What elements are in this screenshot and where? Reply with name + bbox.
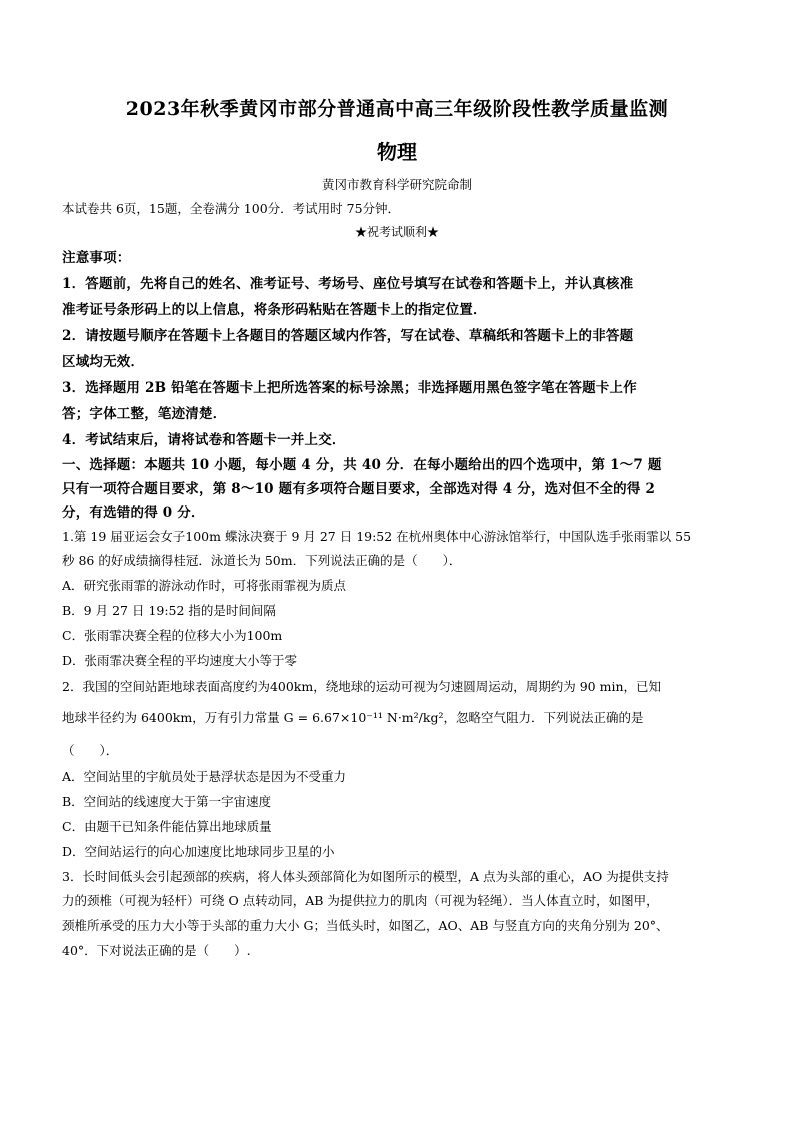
q2-option-d: D．空间站运行的向心加速度比地球同步卫星的小 <box>62 844 335 859</box>
q2-stem-line: 地球半径约为 6400km，万有引力常量 G = 6.67×10⁻¹¹ N·m²/kg²，忽略空气阻力．下列说法正确的是 <box>62 710 644 725</box>
exam-intro: 本试卷共 6页，15题，全卷满分 100分．考试用时 75分钟． <box>62 201 401 216</box>
notes-heading: 注意事项： <box>62 250 131 266</box>
note-line: 4．考试结束后，请将试卷和答题卡一并上交． <box>62 432 346 448</box>
q3-stem-line: 40°．下对说法正确的是（ ）. <box>62 943 251 958</box>
section-heading-line: 分，有选错的得 0 分． <box>62 505 205 521</box>
q1-option-b: B．9 月 27 日 19:52 指的是时间间隔 <box>62 603 276 618</box>
q1-option-c: C．张雨霏决赛全程的位移大小为100m <box>62 628 283 643</box>
q1-option-d: D．张雨霏决赛全程的平均速度大小等于零 <box>62 653 298 668</box>
q2-stem-line: （ ）． <box>62 743 119 758</box>
q2-option-a: A．空间站里的宇航员处于悬浮状态是因为不受重力 <box>62 769 347 784</box>
section-heading-line: 一、选择题：本题共 10 小题，每小题 4 分，共 40 分．在每小题给出的四个选项中，第 1～7 题 <box>62 457 662 473</box>
note-line: 2．请按题号顺序在答题卡上各题目的答题区域内作答，写在试卷、草稿纸和答题卡上的非答题 <box>62 328 634 344</box>
note-line: 准考证号条形码上的以上信息，将条形码粘贴在答题卡上的指定位置． <box>62 302 487 318</box>
q2-option-c: C．由题干已知条件能估算出地球质量 <box>62 819 272 834</box>
subject-title: 物理 <box>377 140 417 164</box>
q3-stem-line: 力的颈椎（可视为轻杆）可绕 O 点转动同，AB 为提供拉力的肌肉（可视为轻绳）．当人体直立时，如图甲， <box>62 893 659 908</box>
section-heading-line: 只有一项符合题目要求，第 8～10 题有多项符合题目要求，全部选对得 4 分，选对但不全的得 2 <box>62 481 656 497</box>
note-line: 区域均无效． <box>62 354 145 370</box>
note-line: 3．选择题用 2B 铅笔在答题卡上把所选答案的标号涂黑；非选择题用黑色签字笔在答题卡上作 <box>62 380 637 396</box>
q1-stem-line: 1.第 19 届亚运会女子100m 蝶泳决赛于 9 月 27 日 19:52 在杭州奥体中心游泳馆举行，中国队选手张雨霏以 55 <box>62 529 692 544</box>
exam-title: 2023年秋季黄冈市部分普通高中高三年级阶段性教学质量监测 <box>125 98 669 120</box>
note-line: 答；字体工整，笔迹清楚． <box>62 406 227 422</box>
good-luck-line: ★祝考试顺利★ <box>354 225 439 239</box>
q2-stem-line: 2．我国的空间站距地球表面高度约为400km，绕地球的运动可视为匀速圆周运动，周期约为 90 min，已知 <box>62 679 661 694</box>
q1-stem-line: 秒 86 的好成绩摘得桂冠．泳道长为 50m．下列说法正确的是（ ）． <box>62 553 462 568</box>
q3-stem-line: 3．长时间低头会引起颈部的疾病，将人体头颈部简化为如图所示的模型，A 点为头部的重心，AO 为提供支持 <box>62 869 669 884</box>
issuing-org: 黄冈市教育科学研究院命制 <box>321 177 472 192</box>
q1-option-a: A．研究张雨霏的游泳动作时，可将张雨霏视为质点 <box>62 578 347 593</box>
note-line: 1．答题前，先将自己的姓名、准考证号、考场号、座位号填写在试卷和答题卡上，并认真核准 <box>62 276 634 292</box>
q2-option-b: B．空间站的线速度大于第一宇宙速度 <box>62 794 272 809</box>
q3-stem-line: 颈椎所承受的压力大小等于头部的重力大小 G；当低头时，如图乙，AO、AB 与竖直方向的夹角分别为 20°、 <box>62 918 669 933</box>
